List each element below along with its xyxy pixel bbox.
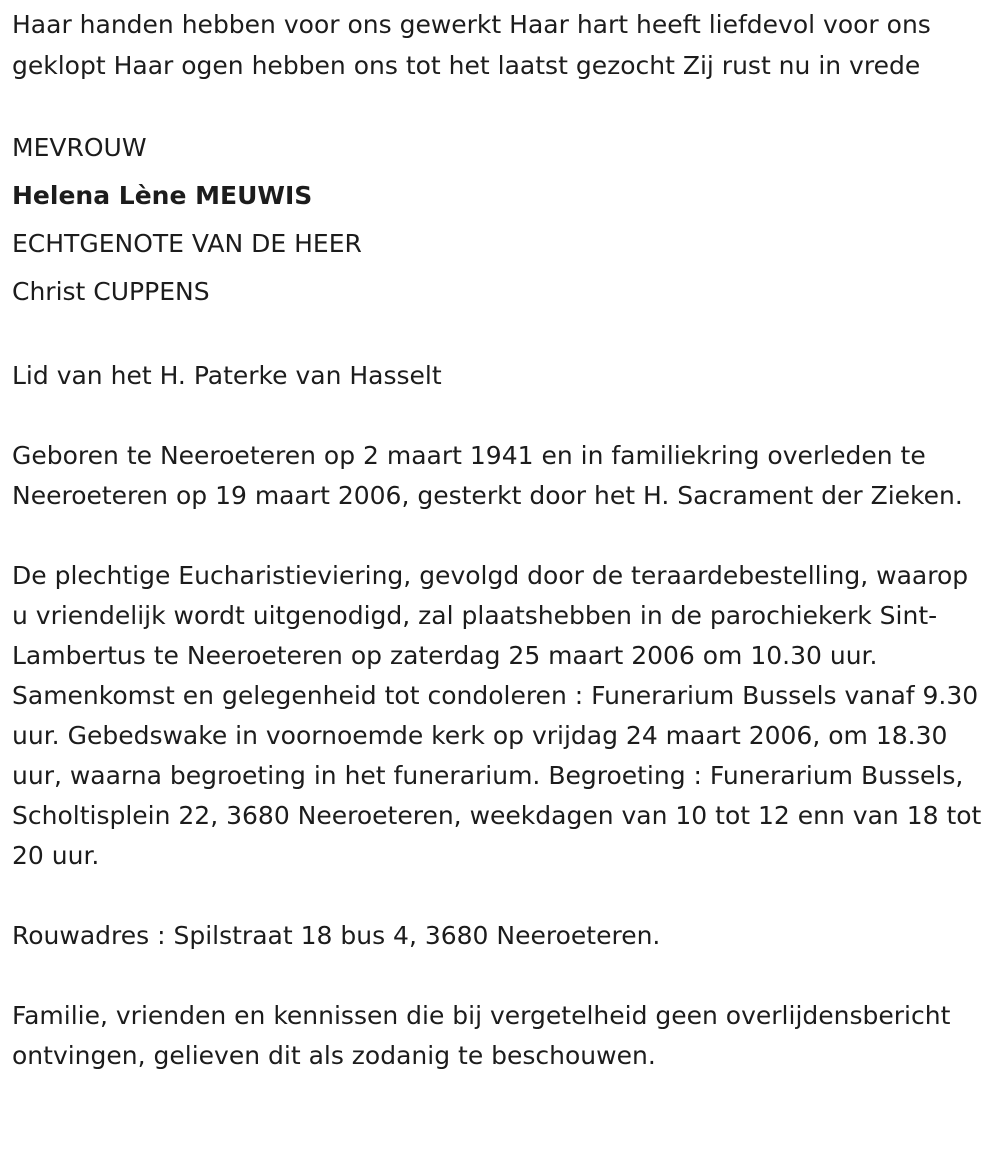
membership-text: Lid van het H. Paterke van Hasselt (12, 361, 442, 390)
spacer (12, 956, 988, 996)
deceased-name: Helena Lène MEUWIS (12, 181, 313, 210)
spouse-name: Christ CUPPENS (12, 277, 210, 306)
spacer (12, 86, 988, 124)
spacer (12, 396, 988, 436)
spacer (12, 516, 988, 556)
birth-death-text: Geboren te Neeroeteren op 2 maart 1941 en in familiekring overleden te Neeroeteren op 19 maart 2006, gesterkt door het H. Sacrament der Zieken. (12, 441, 963, 510)
mourning-address: Rouwadres : Spilstraat 18 bus 4, 3680 Neeroeteren. (12, 921, 661, 950)
relation-label: ECHTGENOTE VAN DE HEER (12, 229, 362, 258)
spacer (12, 316, 988, 356)
spacer (12, 876, 988, 916)
ceremony-text: De plechtige Eucharistieviering, gevolgd door de teraardebestelling, waarop u vriendelijk wordt uitgenodigd, zal plaatshebben in de parochiekerk Sint-Lambertus te Neeroeteren op zaterdag 25 maart 2006 om 10.30 uur. Samenkomst en gelegenheid tot condoleren : Funerarium Bussels vanaf 9.30 uur. Gebedswake in voornoemde kerk op vrijdag 24 maart 2006, om 18.30 uur, waarna begroeting in het funerarium. Begroeting : Funerarium Bussels, Scholtisplein 22, 3680 Neeroeteren, weekdagen van 10 tot 12 enn van 18 tot 20 uur. (12, 561, 982, 870)
salutation: MEVROUW (12, 133, 147, 162)
memorial-verse: Haar handen hebben voor ons gewerkt Haar hart heeft liefdevol voor ons geklopt Haar ogen hebben ons tot het laatst gezocht Zij rust nu in vrede (12, 10, 931, 80)
closing-text: Familie, vrienden en kennissen die bij vergetelheid geen overlijdensbericht ontvingen, gelieven dit als zodanig te beschouwen. (12, 1001, 951, 1070)
